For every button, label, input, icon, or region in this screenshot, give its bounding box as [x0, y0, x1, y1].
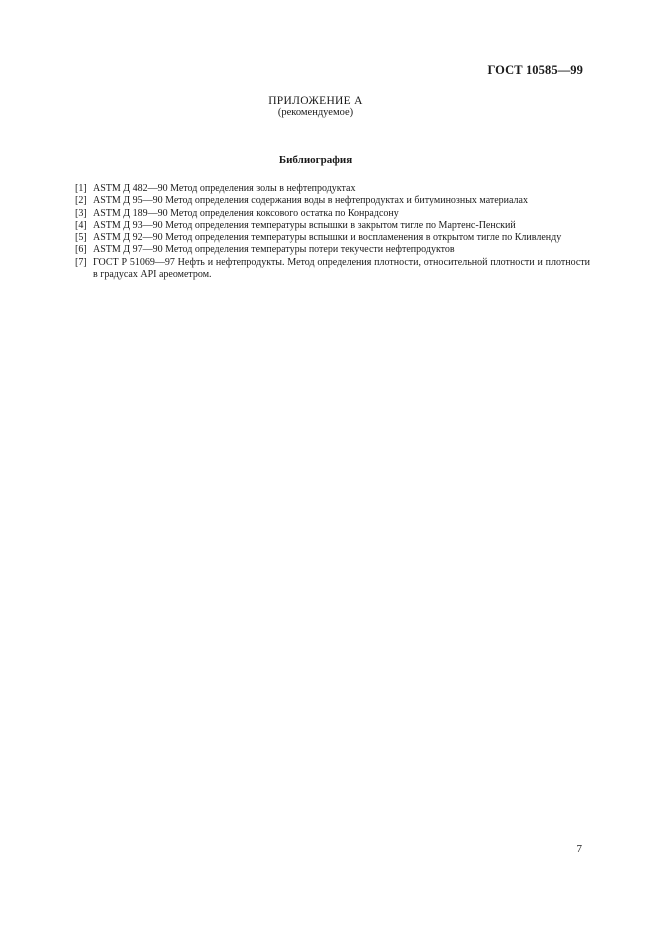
document-code: ГОСТ 10585—99 [487, 63, 583, 77]
bibliography-item [75, 195, 590, 207]
page-number: 7 [576, 843, 582, 855]
bibliography-item-text: ASTM Д 97—90 Метод определения температуры потери текучести нефтепродуктов [93, 244, 455, 256]
bibliography-item [75, 232, 590, 244]
bibliography-item-text: ASTM Д 482—90 Метод определения золы в нефтепродуктах [93, 183, 356, 194]
bibliography-item-number: [3] [75, 207, 87, 219]
bibliography-title: Библиография [278, 154, 353, 166]
bibliography-item-text: ASTM Д 189—90 Метод определения коксового остатка по Конрадсону [93, 207, 399, 219]
bibliography-item [75, 257, 590, 282]
appendix-title: ПРИЛОЖЕНИЕ А [268, 95, 363, 107]
bibliography-item [75, 183, 590, 195]
bibliography-list [75, 183, 590, 281]
bibliography-item [75, 208, 590, 220]
bibliography-item-text: ГОСТ Р 51069—97 Нефть и нефтепродукты. Метод определения плотности, относительной плотности и плотности в градусах API ареометром. [93, 256, 590, 281]
bibliography-item-number: [4] [75, 219, 87, 231]
bibliography-item [75, 220, 590, 232]
bibliography-item-number: [6] [75, 244, 87, 256]
bibliography-item-text: ASTM Д 95—90 Метод определения содержания воды в нефтепродуктах и битуминозных материалах [93, 195, 528, 207]
bibliography-item-number: [2] [75, 195, 87, 207]
bibliography-item-text: ASTM Д 93—90 Метод определения температуры вспышки в закрытом тигле по Мартенс-Пенский [93, 219, 516, 231]
bibliography-item-text: ASTM Д 92—90 Метод определения температуры вспышки и воспламенения в открытом тигле по Кливленду [93, 232, 562, 244]
bibliography-item-number: [5] [75, 232, 87, 244]
bibliography-item-number: [1] [75, 183, 87, 194]
bibliography-item [75, 244, 590, 256]
bibliography-item-number: [7] [75, 256, 87, 268]
appendix-subtitle: (рекомендуемое) [277, 107, 354, 118]
